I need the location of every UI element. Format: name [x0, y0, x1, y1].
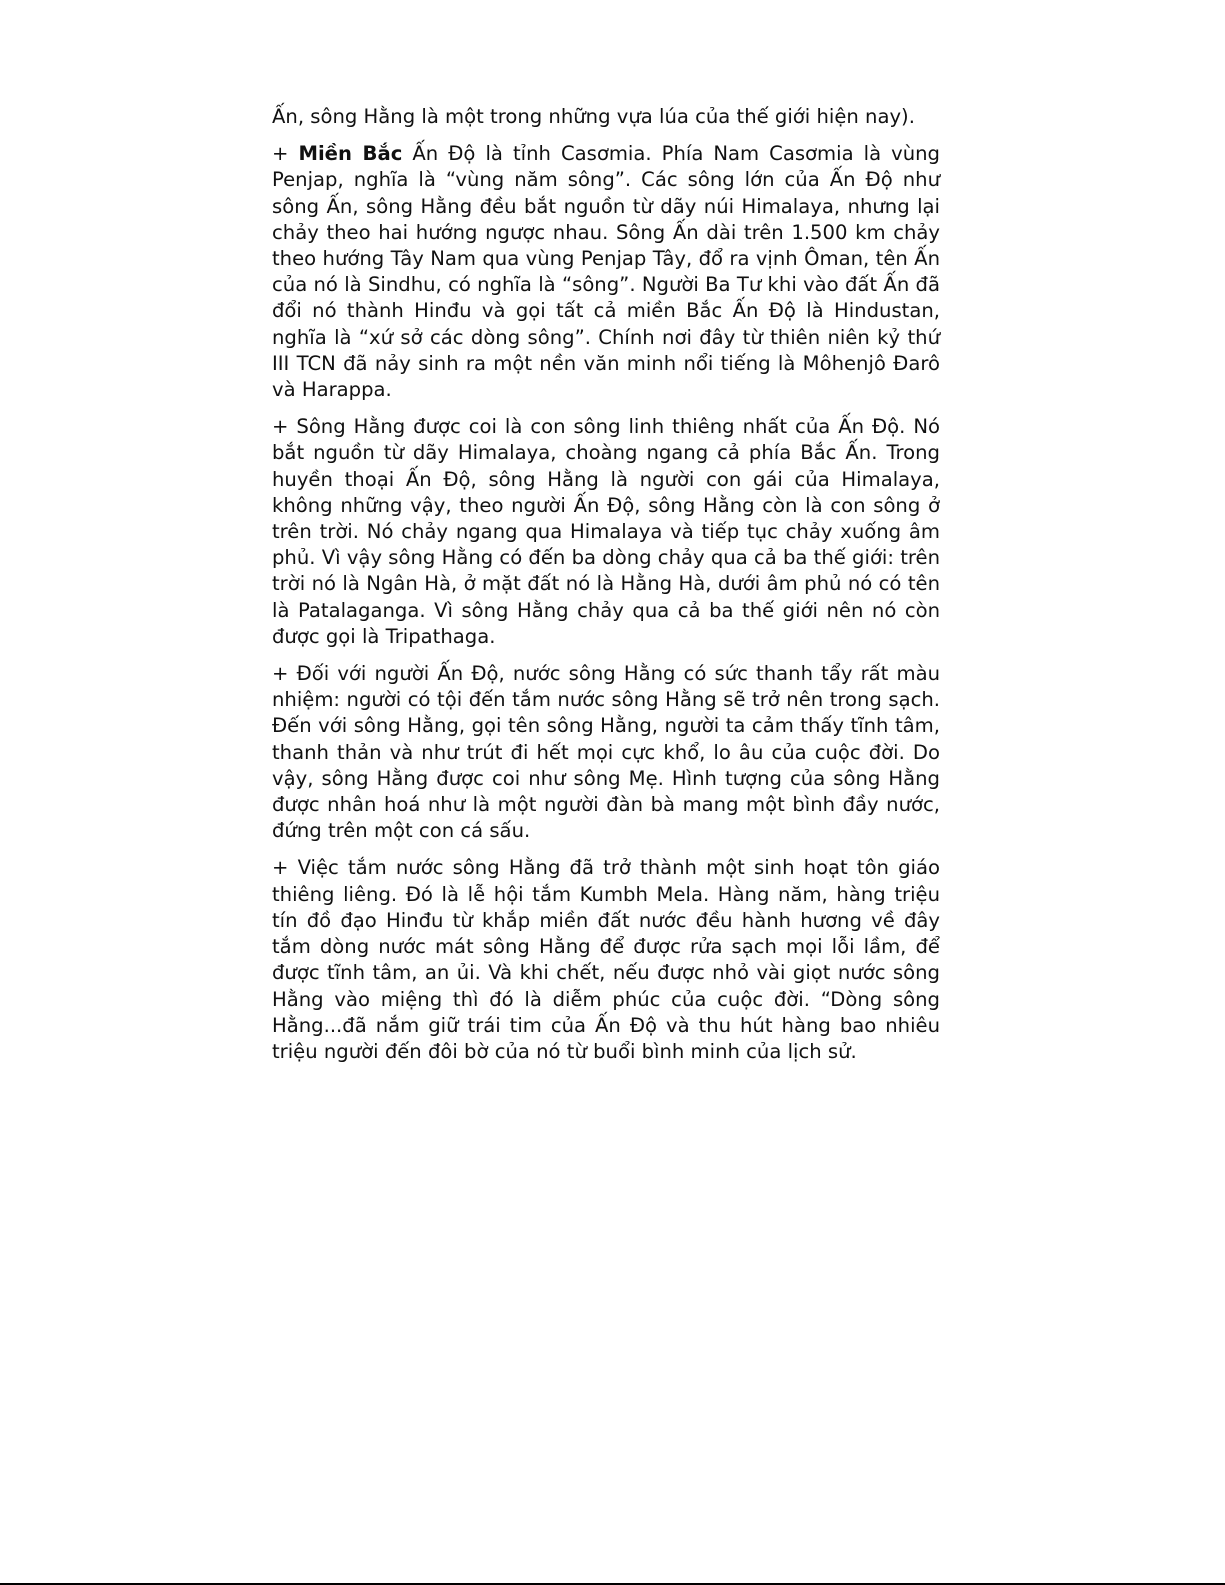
paragraph-text: + Đối với người Ấn Độ, nước sông Hằng có sức thanh tẩy rất màu nhiệm: người có tội đến tắm nước sông Hằng sẽ trở nên trong sạch. Đến với sông Hằng, gọi tên sông Hằng, người ta cảm thấy tĩnh tâm, thanh thản và như trút đi hết mọi cực khổ, lo âu của cuộc đời. Do vậy, sông Hằng được coi như sông Mẹ. Hình tượng của sông Hằng được nhân hoá như là một người đàn bà mang một bình đầy nước, đứng trên một con cá sấu.	[272, 662, 940, 843]
paragraph-purifying-water	[272, 661, 940, 844]
paragraph-northern-india	[272, 141, 940, 403]
paragraph-rice-bowl	[272, 104, 940, 130]
paragraph-text: + Việc tắm nước sông Hằng đã trở thành một sinh hoạt tôn giáo thiêng liêng. Đó là lễ hội tắm Kumbh Mela. Hàng năm, hàng triệu tín đồ đạo Hinđu từ khắp miền đất nước đều hành hương về đây tắm dòng nước mát sông Hằng để được rửa sạch mọi lỗi lầm, để được tĩnh tâm, an ủi. Và khi chết, nếu được nhỏ vài giọt nước sông Hằng vào miệng thì đó là diễm phúc của cuộc đời. “Dòng sông Hằng...đã nắm giữ trái tim của Ấn Độ và thu hút hàng bao nhiêu triệu người đến đôi bờ của nó từ buổi bình minh của lịch sử.	[272, 856, 940, 1063]
paragraph-text: Ấn Độ là tỉnh Casơmia. Phía Nam Casơmia là vùng Penjap, nghĩa là “vùng năm sông”. Các sông lớn của Ấn Độ như sông Ấn, sông Hằng đều bắt nguồn từ dãy núi Himalaya, nhưng lại chảy theo hai hướng ngược nhau. Sông Ấn dài trên 1.500 km chảy theo hướng Tây Nam qua vùng Penjap Tây, đổ ra vịnh Ôman, tên Ấn của nó là Sindhu, có nghĩa là “sông”. Người Ba Tư khi vào đất Ấn đã đổi nó thành Hinđu và gọi tất cả miền Bắc Ấn Độ là Hindustan, nghĩa là “xứ sở các dòng sông”. Chính nơi đây từ thiên niên kỷ thứ III TCN đã nảy sinh ra một nền văn minh nổi tiếng là Môhenjô Đarô và Harappa.	[272, 142, 940, 402]
paragraph-lead: +	[272, 142, 299, 166]
paragraph-text: Ấn, sông Hằng là một trong những vựa lúa của thế giới hiện nay).	[272, 105, 915, 128]
paragraph-kumbh-mela	[272, 855, 940, 1065]
document-page	[272, 104, 940, 1076]
paragraph-text: + Sông Hằng được coi là con sông linh thiêng nhất của Ấn Độ. Nó bắt nguồn từ dãy Himalaya, choàng ngang cả phía Bắc Ấn. Trong huyền thoại Ấn Độ, sông Hằng là người con gái của Himalaya, không những vậy, theo người Ấn Độ, sông Hằng còn là con sông ở trên trời. Nó chảy ngang qua Himalaya và tiếp tục chảy xuống âm phủ. Vì vậy sông Hằng có đến ba dòng chảy qua cả ba thế giới: trên trời nó là Ngân Hà, ở mặt đất nó là Hằng Hà, dưới âm phủ nó có tên là Patalaganga. Vì sông Hằng chảy qua cả ba thế giới nên nó còn được gọi là Tripathaga.	[272, 415, 940, 648]
paragraph-sacred-ganges	[272, 414, 940, 650]
paragraph-bold-heading: Miền Bắc	[298, 142, 403, 166]
